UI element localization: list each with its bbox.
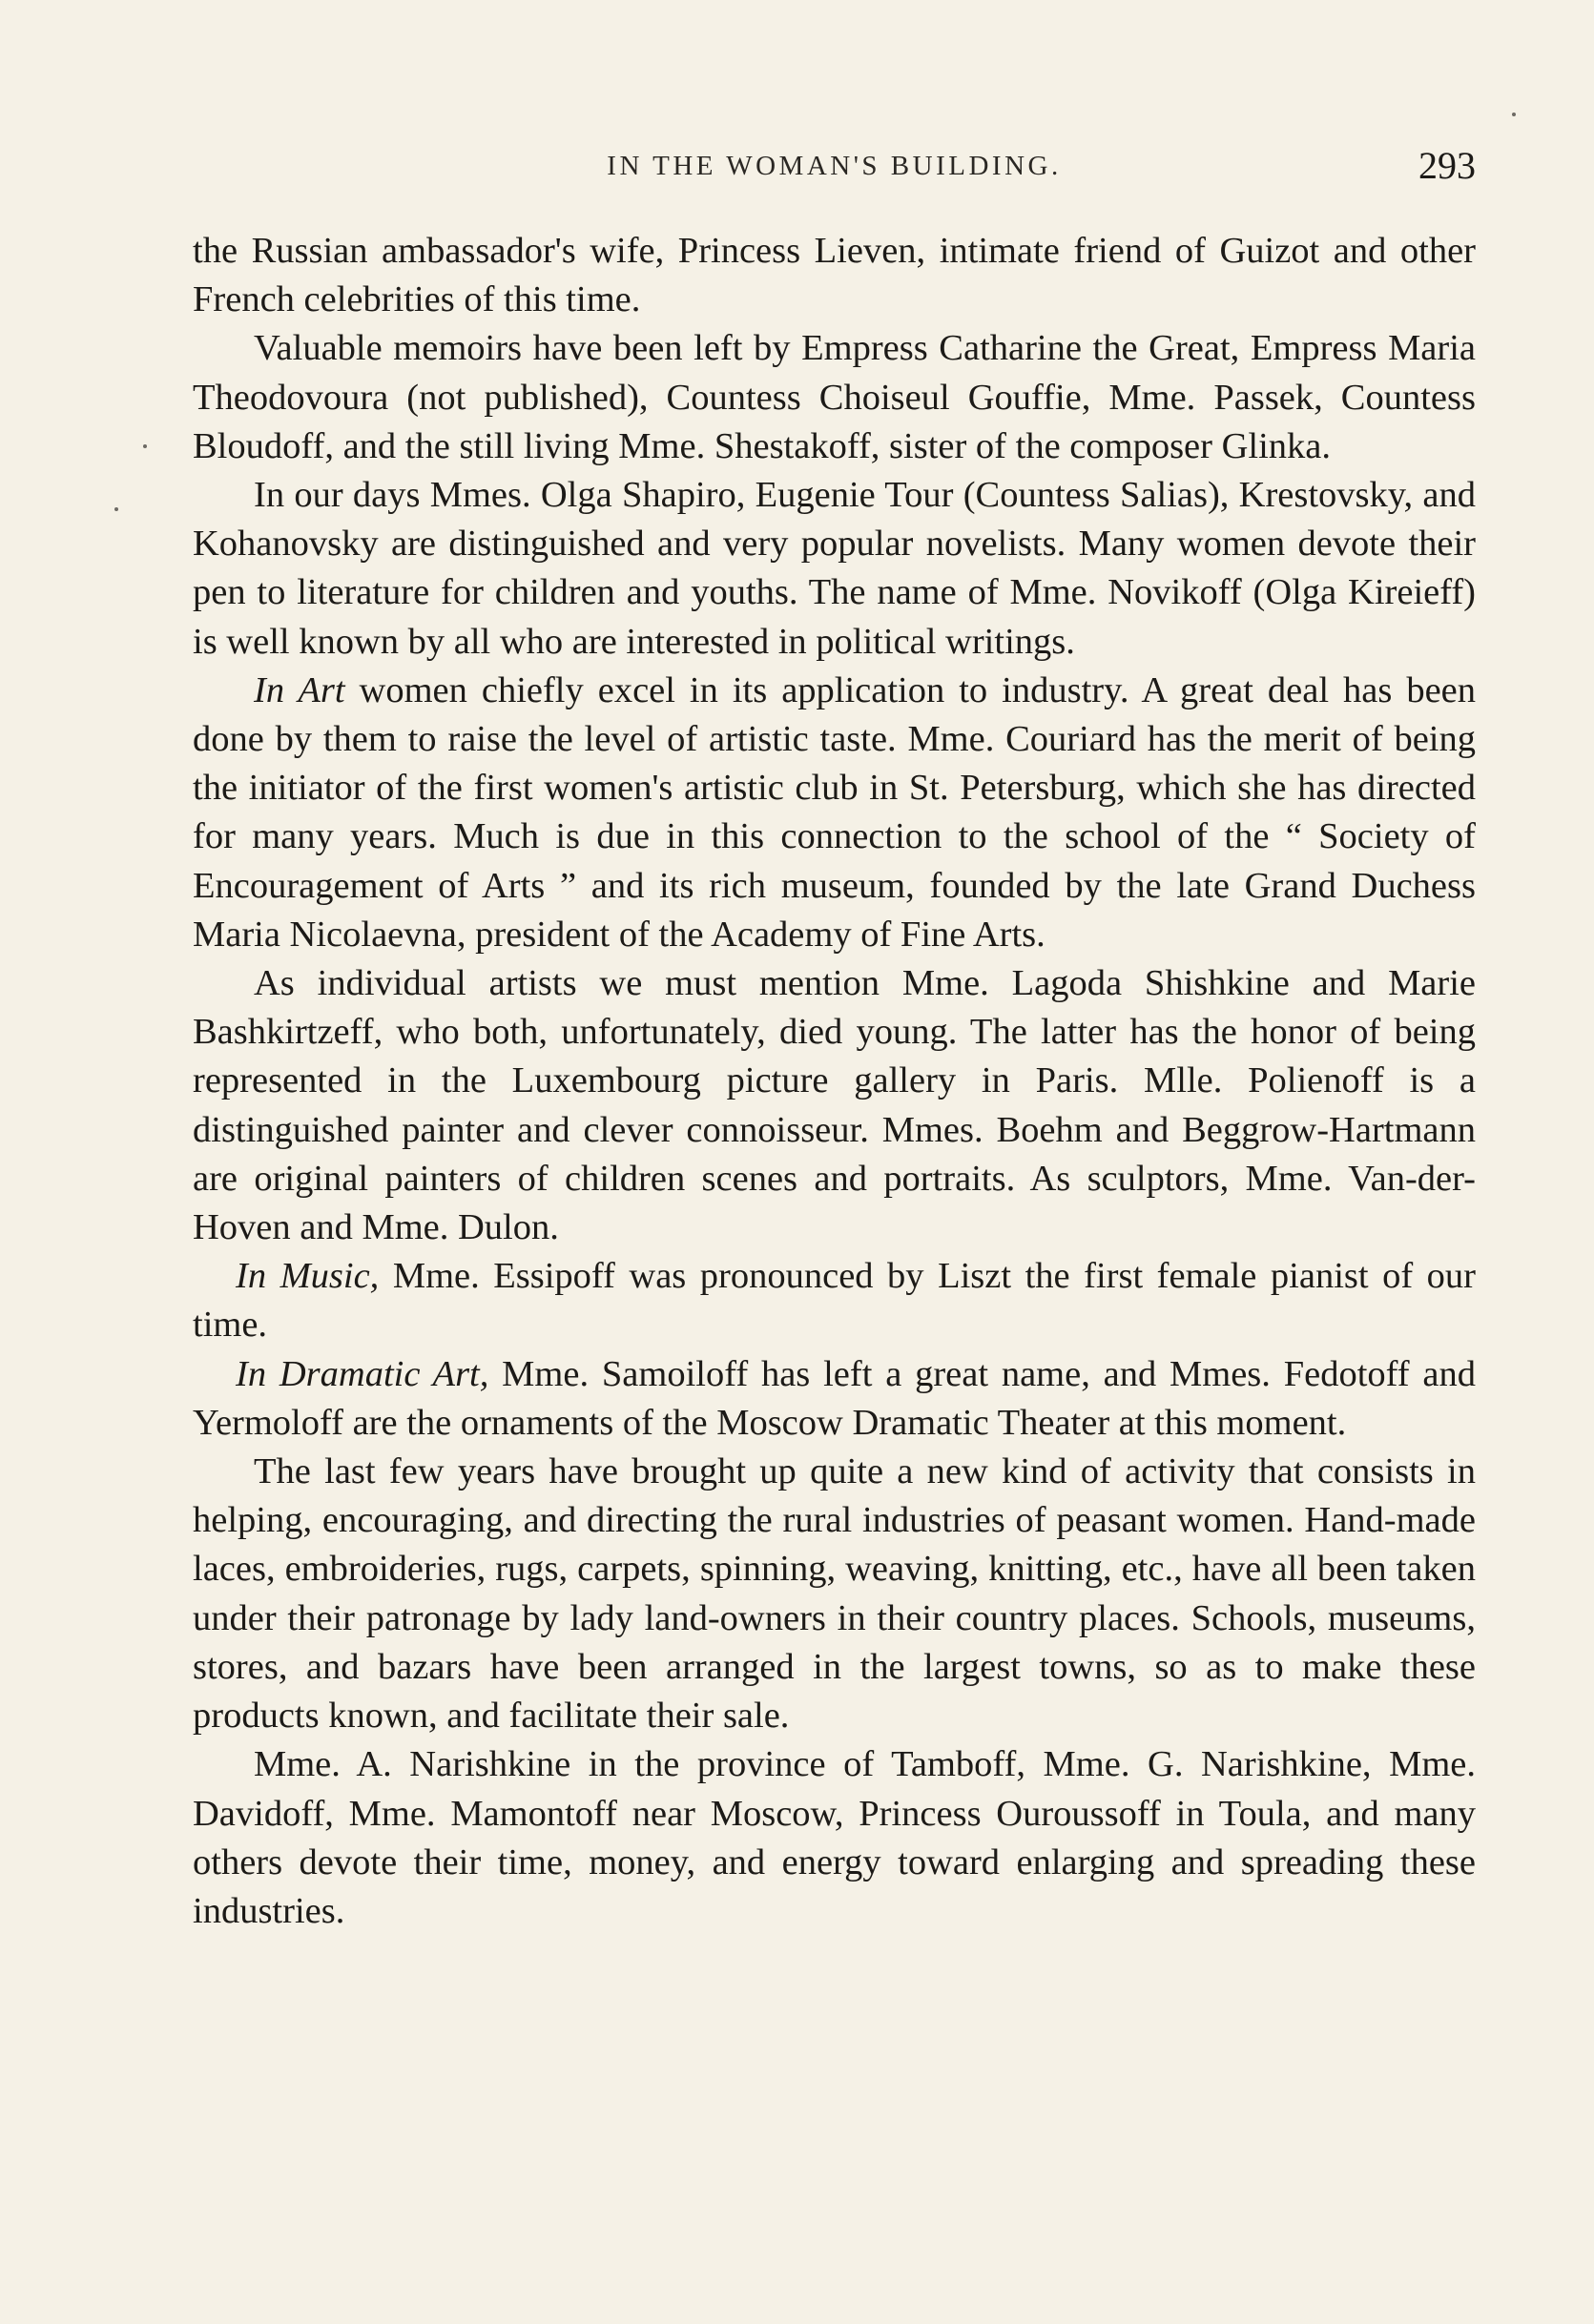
running-header: [193, 143, 1476, 200]
paragraph-text: Valuable memoirs have been left by Empress Catharine the Great, Empress Maria Theodovoura (not published), Countess Choiseul Gouffie, Mme. Passek, Countess Bloudoff, and the still living Mme. Shestakoff, sister of the composer Glinka.: [193, 328, 1476, 466]
paragraph-memoirs: [193, 324, 1476, 471]
paragraph-continued-lieven: [193, 227, 1476, 324]
scan-speck: [1512, 113, 1516, 116]
paragraph-text: Mme. Samoiloff has left a great name, and Mmes. Fedotoff and Yermoloff are the ornaments of the Moscow Dramatic Theater at this moment.: [193, 1353, 1476, 1443]
paragraph-text: Mme. A. Narishkine in the province of Tamboff, Mme. G. Narishkine, Mme. Davidoff, Mme. Mamontoff near Moscow, Princess Ouroussoff in Toula, and many others devote their time, money, and energy toward enlarging and spreading these industries.: [193, 1744, 1476, 1931]
paragraph-individual-artists: [193, 959, 1476, 1252]
paragraph-lead-italic: In Music,: [236, 1256, 380, 1297]
paragraph-text: Mme. Essipoff was pronounced by Liszt the first female pianist of our time.: [193, 1256, 1476, 1346]
paragraph-text: In our days Mmes. Olga Shapiro, Eugenie Tour (Countess Salias), Krestovsky, and Kohanovsky are distinguished and very popular novelists. Many women devote their pen to literature for children and youths. The name of Mme. Novikoff (Olga Kireieff) is well known by all who are interested in political writings.: [193, 475, 1476, 662]
page-content: [193, 143, 1476, 1936]
page-number: 293: [1418, 144, 1476, 187]
paragraph-patrons: [193, 1740, 1476, 1936]
paragraph-text: the Russian ambassador's wife, Princess Lieven, intimate friend of Guizot and other French celebrities of this time.: [193, 231, 1476, 320]
paragraph-lead-italic: In Art: [254, 669, 345, 710]
paragraph-text: As individual artists we must mention Mme. Lagoda Shishkine and Marie Bashkirtzeff, who both, unfortunately, died young. The latter has the honor of being represented in the Luxembourg picture gallery in Paris. Mlle. Polienoff is a distinguished painter and clever connoisseur. Mmes. Boehm and Beggrow-Hartmann are original painters of children scenes and portraits. As sculptors, Mme. Van-der-Hoven and Mme. Dulon.: [193, 963, 1476, 1248]
paragraph-dramatic-art: [193, 1350, 1476, 1448]
scan-speck: [114, 507, 118, 511]
paragraph-text: women chiefly excel in its application to industry. A great deal has been done by them to raise the level of artistic taste. Mme. Couriard has the merit of being the initiator of the first women's artistic club in St. Petersburg, which she has directed for many years. Much is due in this connection to the school of the “ Society of Encouragement of Arts ” and its rich museum, founded by the late Grand Duchess Maria Nicolaevna, president of the Academy of Fine Arts.: [193, 669, 1476, 955]
paragraph-lead-italic: In Dramatic Art,: [236, 1353, 489, 1394]
paragraph-text: The last few years have brought up quite a new kind of activity that consists in helping, encouraging, and directing the rural industries of peasant women. Hand-made laces, embroideries, rugs, carpets, spinning, weaving, knitting, etc., have all been taken under their patronage by lady land-owners in their country places. Schools, museums, stores, and bazars have been arranged in the largest towns, so as to make these products known, and facilitate their sale.: [193, 1451, 1476, 1737]
paragraph-rural-industries: [193, 1448, 1476, 1740]
body-text: [193, 227, 1476, 1936]
paragraph-art: [193, 667, 1476, 959]
paragraph-novelists: [193, 471, 1476, 667]
running-title: IN THE WOMAN'S BUILDING.: [607, 151, 1062, 181]
paragraph-music: [193, 1252, 1476, 1349]
scan-speck: [143, 444, 147, 448]
